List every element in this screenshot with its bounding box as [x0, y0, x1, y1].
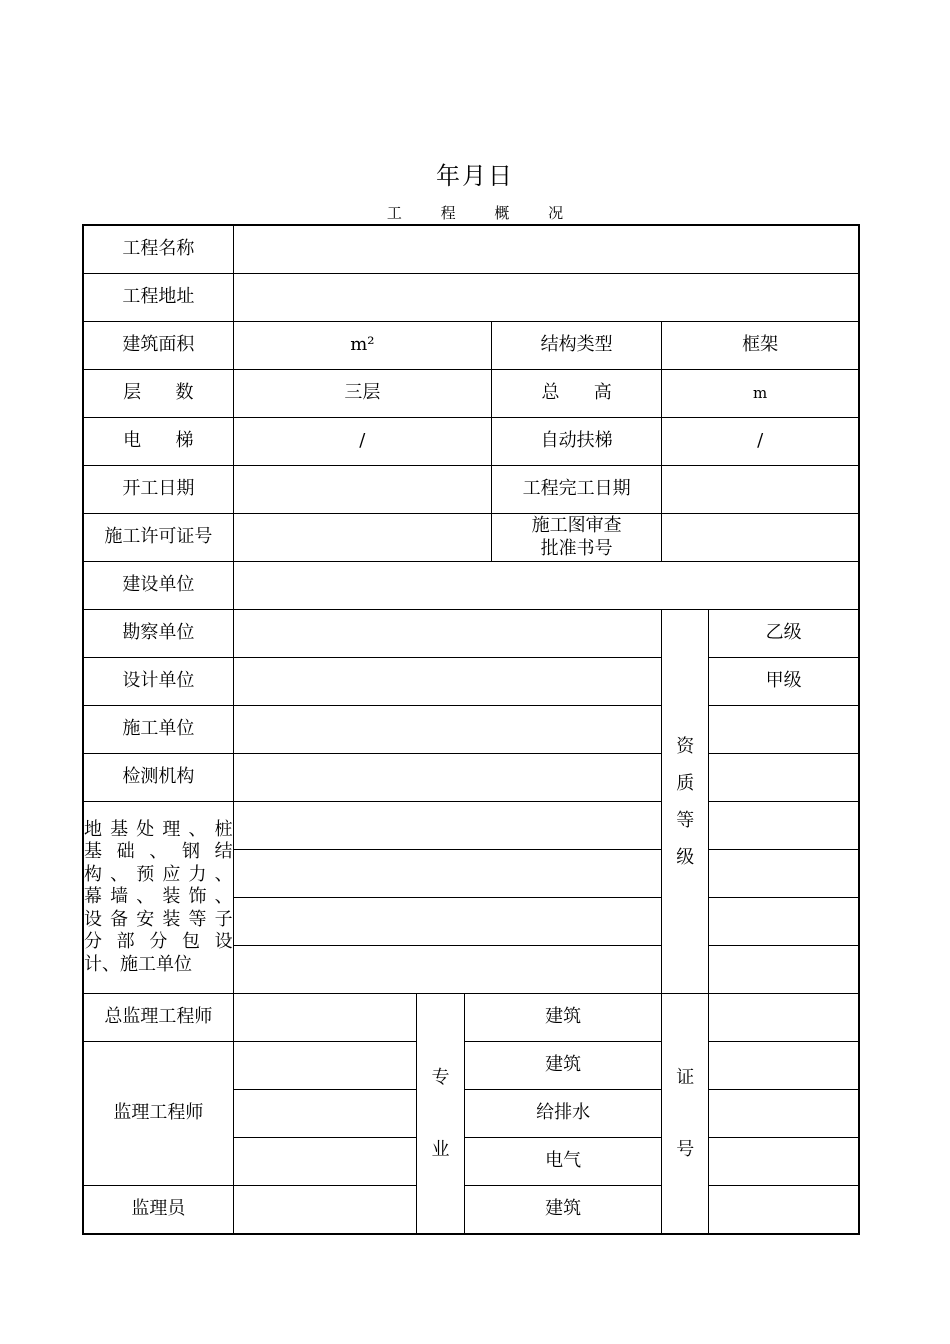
engineer-name[interactable]	[233, 1138, 416, 1186]
building-area-value[interactable]: m²	[233, 322, 491, 370]
construction-row	[83, 706, 859, 754]
project-name-label: 工程名称	[83, 225, 233, 274]
certificate-number[interactable]	[709, 994, 859, 1042]
design-label: 设计单位	[83, 658, 233, 706]
floors-value[interactable]: 三层	[233, 370, 491, 418]
specialty-char: 业	[431, 1138, 450, 1160]
survey-grade[interactable]: 乙级	[709, 610, 859, 658]
owner-label: 建设单位	[83, 562, 233, 610]
supervisor-row	[83, 1186, 859, 1235]
specialty-value[interactable]: 建筑	[464, 994, 661, 1042]
project-address-value[interactable]	[233, 274, 859, 322]
chief-engineer-name[interactable]	[233, 994, 416, 1042]
qualification-char: 资	[676, 735, 695, 757]
subcontract-label-line: 基础、钢结	[84, 841, 233, 863]
floors-label: 层 数	[83, 370, 233, 418]
dates-row	[83, 466, 859, 514]
project-address-label: 工程地址	[83, 274, 233, 322]
engineer-label: 监理工程师	[83, 1042, 233, 1186]
specialty-label	[416, 994, 464, 1235]
escalator-value[interactable]: /	[662, 418, 859, 466]
drawing-review-value[interactable]	[662, 514, 859, 562]
owner-value[interactable]	[233, 562, 859, 610]
chief-engineer-row	[83, 994, 859, 1042]
drawing-review-label-line1: 施工图审查	[531, 515, 622, 536]
completion-date-label: 工程完工日期	[492, 466, 662, 514]
survey-row	[83, 610, 859, 658]
subcontract-label-line: 幕墙、装饰、	[84, 886, 233, 908]
permit-row	[83, 514, 859, 562]
engineer-name[interactable]	[233, 1042, 416, 1090]
project-address-row	[83, 274, 859, 322]
subcontract-label-line: 设备安装等子	[84, 908, 233, 930]
permit-label: 施工许可证号	[83, 514, 233, 562]
qualification-char: 级	[676, 846, 695, 868]
subcontract-label-line: 构、预应力、	[84, 863, 233, 885]
escalator-label: 自动扶梯	[492, 418, 662, 466]
engineer-name[interactable]	[233, 1090, 416, 1138]
certificate-char: 号	[676, 1138, 695, 1160]
specialty-value[interactable]: 给排水	[464, 1090, 661, 1138]
subcontract-grade[interactable]	[709, 898, 859, 946]
start-date-value[interactable]	[233, 466, 491, 514]
drawing-review-label	[492, 514, 662, 562]
elevator-label: 电 梯	[83, 418, 233, 466]
subcontract-grade[interactable]	[709, 946, 859, 994]
building-area-label: 建筑面积	[83, 322, 233, 370]
project-name-row	[83, 225, 859, 274]
testing-row	[83, 754, 859, 802]
construction-grade[interactable]	[709, 706, 859, 754]
supervisor-name[interactable]	[233, 1186, 416, 1235]
certificate-number[interactable]	[709, 1186, 859, 1235]
qualification-label	[662, 610, 709, 994]
subcontract-label-line: 计、施工单位	[84, 953, 192, 975]
completion-date-value[interactable]	[662, 466, 859, 514]
specialty-char: 专	[431, 1066, 450, 1088]
design-row	[83, 658, 859, 706]
subcontract-value[interactable]	[233, 898, 662, 946]
permit-value[interactable]	[233, 514, 491, 562]
start-date-label: 开工日期	[83, 466, 233, 514]
certificate-char: 证	[676, 1066, 695, 1088]
subcontract-value[interactable]	[233, 946, 662, 994]
project-overview-table	[82, 224, 860, 1235]
section-subtitle: 工 程 概 况	[386, 204, 581, 222]
certificate-label	[662, 994, 709, 1235]
structure-type-value[interactable]: 框架	[662, 322, 859, 370]
elevator-value[interactable]: /	[233, 418, 491, 466]
survey-value[interactable]	[233, 610, 662, 658]
subcontract-row	[83, 802, 859, 850]
subcontract-value[interactable]	[233, 850, 662, 898]
date-title: 年月日	[436, 162, 514, 190]
floors-row	[83, 370, 859, 418]
certificate-number[interactable]	[709, 1042, 859, 1090]
owner-row	[83, 562, 859, 610]
subcontract-label	[83, 802, 233, 994]
qualification-char: 等	[676, 809, 695, 831]
certificate-number[interactable]	[709, 1138, 859, 1186]
specialty-value[interactable]: 建筑	[464, 1186, 661, 1235]
elevator-row	[83, 418, 859, 466]
structure-type-label: 结构类型	[492, 322, 662, 370]
specialty-value[interactable]: 电气	[464, 1138, 661, 1186]
survey-label: 勘察单位	[83, 610, 233, 658]
project-name-value[interactable]	[233, 225, 859, 274]
subcontract-label-line: 地基处理、桩	[84, 818, 233, 840]
subcontract-value[interactable]	[233, 802, 662, 850]
qualification-char: 质	[676, 772, 695, 794]
building-area-row	[83, 322, 859, 370]
drawing-review-label-line2: 批准书号	[540, 537, 613, 559]
subcontract-grade[interactable]	[709, 802, 859, 850]
certificate-number[interactable]	[709, 1090, 859, 1138]
design-grade[interactable]: 甲级	[709, 658, 859, 706]
total-height-value[interactable]: m	[662, 370, 859, 418]
testing-value[interactable]	[233, 754, 662, 802]
engineer-row	[83, 1042, 859, 1090]
design-value[interactable]	[233, 658, 662, 706]
testing-grade[interactable]	[709, 754, 859, 802]
construction-label: 施工单位	[83, 706, 233, 754]
subcontract-label-line: 分部分包设	[84, 931, 233, 953]
supervisor-label: 监理员	[83, 1186, 233, 1235]
chief-engineer-label: 总监理工程师	[83, 994, 233, 1042]
total-height-label: 总 高	[492, 370, 662, 418]
testing-label: 检测机构	[83, 754, 233, 802]
subcontract-grade[interactable]	[709, 850, 859, 898]
construction-value[interactable]	[233, 706, 662, 754]
specialty-value[interactable]: 建筑	[464, 1042, 661, 1090]
